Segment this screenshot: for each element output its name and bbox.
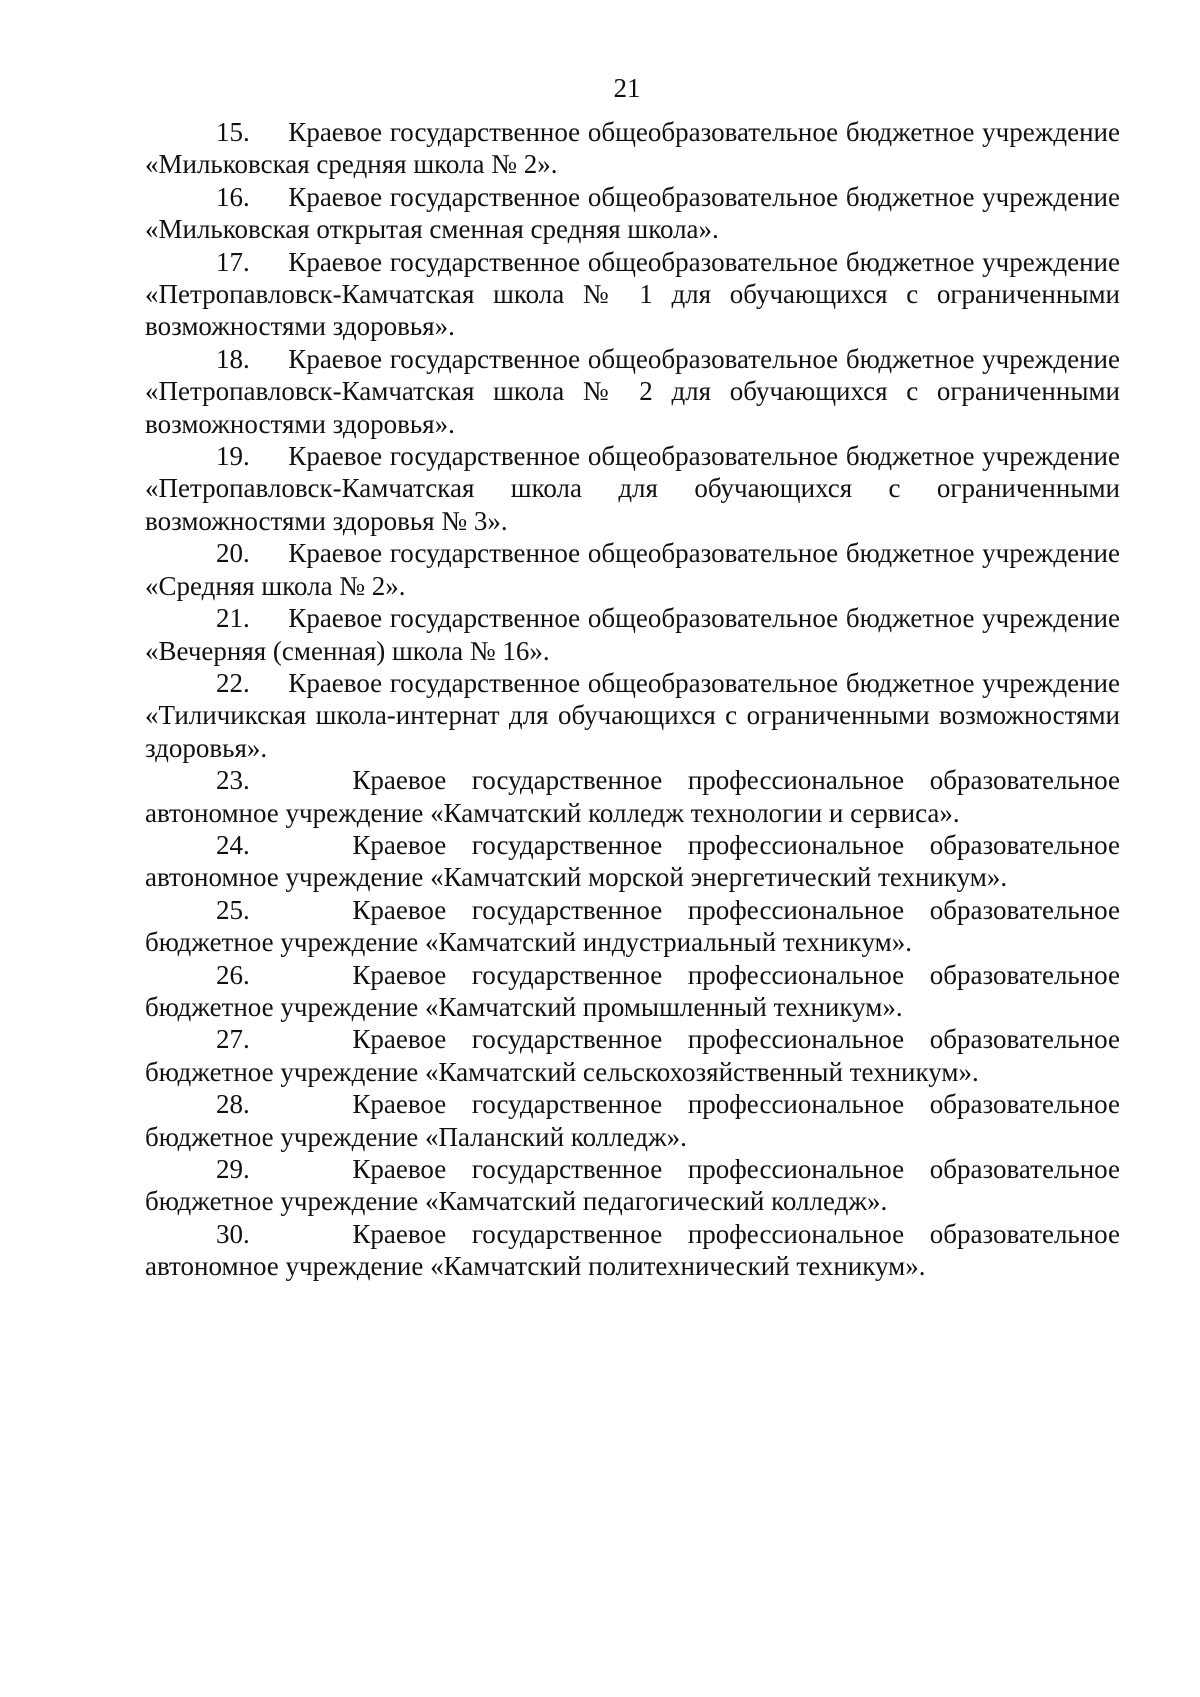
- list-item: 28. Краевое государственное профессиональное образовательное бюджетное учреждение «Паланский колледж».: [145, 1089, 1120, 1152]
- list-item: 24. Краевое государственное профессиональное образовательное автономное учреждение «Камчатский морской энергетический техникум».: [145, 829, 1120, 893]
- list-item: 25. Краевое государственное профессиональное образовательное бюджетное учреждение «Камчатский индустриальный техникум».: [145, 894, 1120, 958]
- list-item: 27. Краевое государственное профессиональное образовательное бюджетное учреждение «Камчатский сельскохозяйственный техникум».: [145, 1024, 1120, 1087]
- list-item: 20. Краевое государственное общеобразовательное бюджетное учреждение «Средняя школа № 2».: [145, 538, 1120, 601]
- list-item: 29. Краевое государственное профессиональное образовательное бюджетное учреждение «Камчатский педагогический колледж».: [145, 1154, 1120, 1217]
- list-item: 17. Краевое государственное общеобразовательное бюджетное учреждение «Петропавловск-Камчатская школа № 1 для обучающихся с ограниченными возможностями здоровья».: [145, 246, 1120, 342]
- institution-list: [145, 116, 1120, 1283]
- list-item: 30. Краевое государственное профессиональное образовательное автономное учреждение «Камчатский политехнический техникум».: [145, 1218, 1120, 1282]
- list-item: 18. Краевое государственное общеобразовательное бюджетное учреждение «Петропавловск-Камчатская школа № 2 для обучающихся с ограниченными возможностями здоровья».: [145, 343, 1120, 439]
- list-item: 16. Краевое государственное общеобразовательное бюджетное учреждение «Мильковская открытая сменная средняя школа».: [145, 181, 1120, 245]
- page-number: 21: [613, 73, 641, 103]
- list-item: 15. Краевое государственное общеобразовательное бюджетное учреждение «Мильковская средняя школа № 2».: [145, 117, 1120, 180]
- list-item: 23. Краевое государственное профессиональное образовательное автономное учреждение «Камчатский колледж технологии и сервиса».: [145, 765, 1120, 828]
- list-item: 22. Краевое государственное общеобразовательное бюджетное учреждение «Тиличикская школа-интернат для обучающихся с ограниченными возможностями здоровья».: [145, 667, 1120, 763]
- list-item: 21. Краевое государственное общеобразовательное бюджетное учреждение «Вечерняя (сменная) школа № 16».: [145, 603, 1120, 666]
- list-item: 26. Краевое государственное профессиональное образовательное бюджетное учреждение «Камчатский промышленный техникум».: [145, 959, 1120, 1022]
- list-item: 19. Краевое государственное общеобразовательное бюджетное учреждение «Петропавловск-Камчатская школа для обучающихся с ограниченными возможностями здоровья № 3».: [145, 441, 1120, 536]
